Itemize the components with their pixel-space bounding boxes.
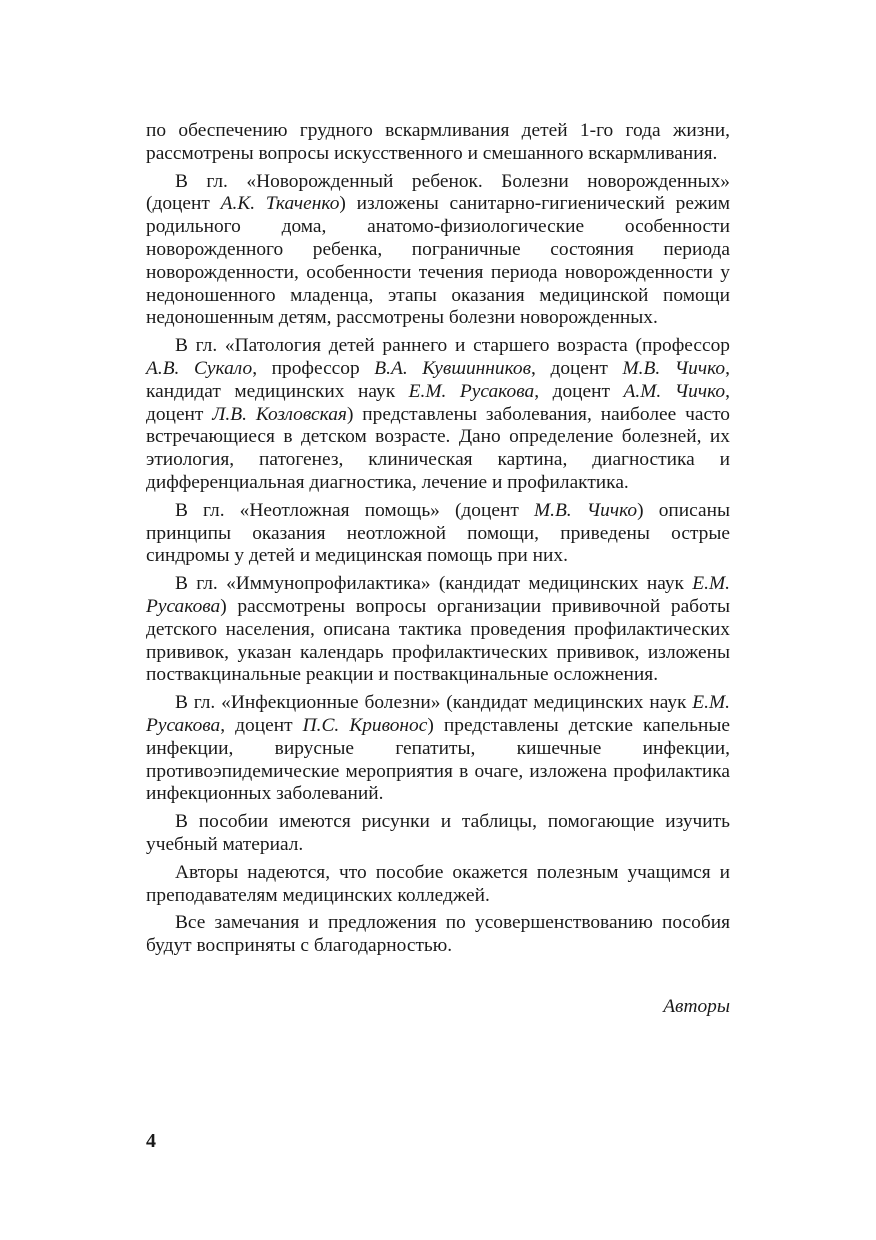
paragraph-authors-hope [146, 862, 730, 908]
paragraph-pathology-chapter [146, 335, 730, 495]
text-run: ) представлены детские капельные инфекции, вирусные гепатиты, кишечные инфекции, противоэпидемические мероприятия в очаге, изложена профилактика инфекционных заболеваний. [146, 714, 730, 805]
author-name: Е.М. Русакова [146, 573, 730, 617]
paragraph-immunoprophylaxis-chapter [146, 573, 730, 687]
text-run: , доцент [531, 357, 623, 379]
text-run: Авторы надеются, что пособие окажется полезным учащимся и преподавателям медицинских колледжей. [146, 861, 730, 906]
paragraph-illustrations-note [146, 811, 730, 857]
text-run: ) представлены заболевания, наиболее часто встречающиеся в детском возрасте. Дано определение болезней, их этиология, патогенез, клиническая картина, диагностика и дифференциальная диагностика, лечение и профилактика. [146, 403, 730, 493]
author-name: В.А. Кувшинников [374, 357, 532, 379]
document-body [146, 120, 730, 963]
author-name: М.В. Чичко [622, 357, 726, 379]
author-name: Л.В. Козловская [212, 403, 347, 425]
paragraph-feedback-note [146, 912, 730, 958]
text-run: , профессор [252, 357, 375, 379]
author-name: М.В. Чичко [533, 499, 638, 521]
text-run: В гл. «Неотложная помощь» (доцент [175, 499, 534, 521]
text-run: В гл. «Иммунопрофилактика» (кандидат медицинских наук [175, 573, 693, 595]
author-name: Е.М. Русакова [408, 380, 535, 402]
text-run: , доцент [534, 380, 624, 402]
paragraph-infectious-chapter [146, 692, 730, 806]
paragraph-newborn-chapter [146, 171, 730, 331]
paragraph-continuation [146, 120, 730, 166]
text-run: Все замечания и предложения по усовершенствованию пособия будут восприняты с благодарностью. [146, 912, 730, 957]
text-run: В гл. «Новорожденный ребенок. Болезни новорожденных» (доцент [146, 170, 730, 215]
text-run: В гл. «Инфекционные болезни» (кандидат медицинских наук [175, 692, 693, 714]
author-name: А.В. Сукало [146, 357, 253, 379]
text-run: , доцент [146, 380, 730, 425]
author-name: А.К. Ткаченко [220, 193, 340, 215]
text-run: В пособии имеются рисунки и таблицы, помогающие изучить учебный материал. [146, 811, 730, 855]
text-run: В гл. «Патология детей раннего и старшего возраста (профессор [175, 335, 730, 357]
text-run: ) рассмотрены вопросы организации прививочной работы детского населения, описана тактика проведения профилактических прививок, указан календарь профилактических прививок, изложены поствакцинальные реакции и поствакцинальные осложнения. [146, 595, 730, 686]
author-name: Е.М. Русакова [146, 692, 730, 736]
author-name: П.С. Кривонос [302, 714, 428, 736]
authors-signature: Авторы [663, 996, 730, 1017]
text-run: , кандидат медицинских наук [146, 357, 730, 402]
text-run: , доцент [220, 714, 303, 736]
author-name: А.М. Чичко [623, 380, 726, 402]
text-run: ) изложены санитарно-гигиенический режим родильного дома, анатомо-физиологические особенности новорожденного ребенка, пограничные состояния периода новорожденности, особенности течения периода новорожденности у недоношенного младенца, этапы оказания медицинской помощи недоношенным детям, рассмотрены болезни новорожденных. [146, 193, 730, 329]
paragraph-emergency-chapter [146, 500, 730, 568]
text-run: по обеспечению грудного вскармливания детей 1-го года жизни, рассмотрены вопросы искусственного и смешанного вскармливания. [146, 120, 730, 164]
text-run: ) описаны принципы оказания неотложной помощи, приведены острые синдромы у детей и медицинская помощь при них. [146, 499, 730, 567]
page-number: 4 [146, 1130, 156, 1152]
